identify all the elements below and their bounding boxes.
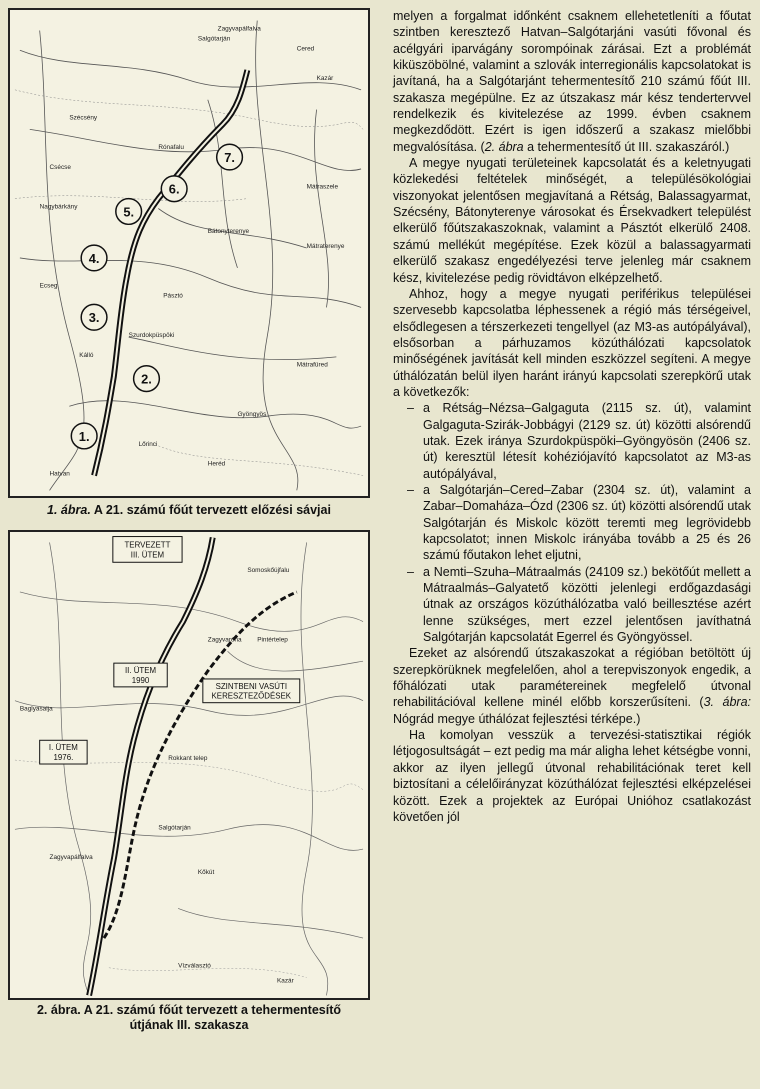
section-number: 3. [88, 310, 100, 326]
place-label: Szurdokpüspöki [128, 332, 175, 340]
place-label: Pintértelep [257, 636, 288, 644]
place-label: Nagybárkány [39, 203, 78, 211]
place-label: Mátraterenye [306, 243, 345, 251]
place-label: Szécsény [69, 114, 98, 122]
stage-box-label: II. ÜTEM [124, 666, 157, 676]
figure1-caption-number: 1. ábra. [47, 503, 91, 517]
figure2-map [8, 530, 370, 1000]
stage-box-label: 1990 [131, 675, 150, 685]
place-label: Zagyvaróna [207, 636, 242, 644]
place-label: Kazár [277, 977, 294, 985]
place-label: Vízválasztó [178, 962, 211, 970]
list-item-text: a Salgótarján–Cered–Zabar (2304 sz. út), valamint a Zabar–Domaháza–Ózd (2306 sz. út) közötti alsórendű utak Salgótarján és Miskolc között teremti meg legrövidebb kapcsolatot; innen Miskolc irányába tovább a 25 és 26 számú főutakon lehet eljutni, [423, 482, 751, 563]
section-number: 7. [224, 150, 235, 166]
place-label: Cered [296, 45, 315, 53]
list-item: – a Rétság–Nézsa–Galgaguta (2115 sz. út), valamint Galgaguta-Szirák-Jobbágyi (2129 sz. út) közötti alsórendű utak. Ezek iránya Szurdokpüspöki–Gyöngyösön (2406 sz. út) keresztül létesít kohéziójavító kapcsolatot az M3-as autópályával, [407, 401, 751, 481]
place-label: Rónafalu [158, 144, 184, 152]
figure1-caption [8, 503, 370, 518]
paragraph-4-end: Nógrád megye úthálózat fejlesztési térképe.) [393, 711, 641, 726]
figure3-reference: 3. ábra: [703, 695, 752, 710]
stage-box-label: KERESZTEZŐDÉSEK [211, 691, 292, 701]
place-label: Kőkút [197, 868, 215, 876]
place-label: Zagyvapálfalva [49, 853, 93, 861]
place-label: Baglyasalja [19, 705, 53, 713]
paragraph-3: Ahhoz, hogy a megye nyugati periférikus települései szervesebb kapcsolatba léphessenek a régió más térségeivel, elsődlegesen a térszerkezeti tengellyel (az M3-as autópályával), elsősorban a párhuzamos közúthálózati kapcsolatok minőségének javítását kell minden eszközzel segíteni. A megye úthálózatán belül ilyen haránt irányú kapcsolati szerepkörű utak a következők: [393, 286, 751, 399]
stage-box-label: TERVEZETT [124, 540, 171, 550]
figure2-map-drawing [10, 532, 368, 998]
figure1-caption-text: A 21. számú főút tervezett előzési sávjai [90, 503, 331, 517]
place-label: Mátrafüred [296, 361, 328, 369]
paragraph-5: Ha komolyan vesszük a tervezési-statisztikai régiók létjogosultságát – ezt pedig ma már aligha lehet kétségbe vonni, akkor az ilyen jellegű útvonal rehabilitációnak teret kell biztosítani a célelőirányzat közúthálózat fejlesztési elképzelései között. Ezek a projektek az Európai Unióhoz csatlakozást követően jól [393, 728, 751, 824]
paragraph-4 [393, 645, 751, 727]
section-number: 5. [123, 204, 135, 220]
place-label: Somoskőújfalu [247, 567, 290, 575]
figure2-caption-line1: 2. ábra. A 21. számú főút tervezett a tehermentesítő [36, 1003, 342, 1017]
figure1-map-drawing [10, 10, 368, 496]
place-label: Bátonyterenye [207, 228, 250, 236]
list-item-text: a Nemti–Szuha–Mátraalmás (24109 sz.) bekötőút mellett a Mátraalmás–Galyatető közötti jelenlegi erdőgazdasági útnak az országos közúthálózatba való beillesztése azért lenne szükséges, mert ezzel jelentősen javíthatná Salgótarján kapcsolatát Egerrel és Gyöngyössel. [423, 564, 751, 645]
place-label: Salgótarján [197, 35, 231, 43]
place-label: Kazár [316, 74, 334, 82]
place-label: Csécse [49, 163, 71, 171]
place-label: Mátraszele [306, 183, 339, 191]
section-number: 4. [88, 250, 100, 266]
figure1-map [8, 8, 370, 498]
road-list [393, 400, 751, 645]
figure2-caption-line2: útjának III. szakasza [129, 1018, 249, 1032]
place-label: Salgótarján [158, 824, 191, 832]
place-label: Hatvan [49, 470, 70, 478]
body-text [393, 8, 751, 825]
place-label: Rokkant telep [168, 755, 208, 763]
list-item: – a Salgótarján–Cered–Zabar (2304 sz. út), valamint a Zabar–Domaháza–Ózd (2306 sz. út) közötti alsórendű utak Salgótarján és Miskolc között teremti meg legrövidebb kapcsolatot; innen Miskolc irányába tovább a 25 és 26 számú főutakon lehet eljutni, [407, 482, 751, 563]
section-number: 6. [168, 181, 180, 197]
section-number: 2. [141, 371, 152, 387]
paragraph-1-text: melyen a forgalmat időnként csaknem ellehetetleníti a főutat szintben keresztező Hatvan–Salgótarjáni vasúti fővonal és acélgyári iparvágány sorompóinak zárásai. Ezt a problémát kiküszöbölné, valamint a szlovák interregionális kapcsolatokat is javítaná, ha a Salgótarjánt tehermentesítő 210 számú főút III. szakasza megépülne. Ez az útszakasz már kész tendertervvel rendelkezik és kivitelezése az 1999. évben csaknem megkezdődött. Ezért is igen időszerű a szakasz mielőbbi megvalósítása. ( [393, 9, 751, 154]
figure2-reference: 2. ábra [484, 139, 524, 154]
paragraph-4-text: Ezeket az alsórendű útszakaszokat a régióban betöltött új szerepkörüknek megfelelően, ahol a terepviszonyok engedik, a főhálózati utak paramétereinek megfelelő útvonal rehabilitációval kellene minél előbb korszerűsíteni. ( [393, 646, 751, 710]
place-label: Gyöngyös [237, 411, 267, 419]
stage-box-label: SZINTBENI VASÚTI [215, 681, 288, 691]
figure2-caption [8, 1003, 370, 1033]
paragraph-1-end: a tehermentesítő út III. szakaszáról.) [523, 139, 730, 154]
stage-box-label: I. ÜTEM [48, 743, 78, 753]
place-label: Ecseg [39, 282, 58, 290]
place-label: Lőrinci [138, 440, 158, 448]
paragraph-2: A megye nyugati területeinek kapcsolatát és a keletnyugati közlekedési feltételek minőségét, a településökológiai viszonyokat jelentősen megjavítaná a Rétság, Balassagyarmat, Szécsény, Bátonyterenye városokat és Érsekvadkert települést elkerülő főútszakaszoknak, valamint a Pásztót elkerülő 2408. számú mellékút megépítése. Ezek közül a balassagyarmati elkerülő szakasz engedélyezési terve jelenleg már csaknem kész, kivitelezése pedig rövidtávon elképzelhető. [393, 156, 751, 285]
list-item: – a Nemti–Szuha–Mátraalmás (24109 sz.) bekötőút mellett a Mátraalmás–Galyatető közötti jelenlegi erdőgazdasági útnak az országos közúthálózatba való beillesztése azért lenne szükséges, mert ezzel jelentősen javíthatná Salgótarján kapcsolatát Egerrel és Gyöngyössel. [407, 564, 751, 645]
stage-box-label: 1976. [53, 753, 74, 763]
list-item-text: a Rétság–Nézsa–Galgaguta (2115 sz. út), valamint Galgaguta-Szirák-Jobbágyi (2129 sz. út) közötti alsórendű utak. Ezek iránya Szurdokpüspöki–Gyöngyösön (2406 sz. út) keresztül létesít kohéziójavító kapcsolatot az M3-as autópályával, [423, 401, 751, 481]
place-label: Zagyvapálfalva [217, 25, 261, 33]
section-number: 1. [78, 428, 90, 444]
paragraph-1 [393, 8, 751, 155]
place-label: Pásztó [163, 292, 183, 300]
place-label: Heréd [207, 460, 226, 468]
place-label: Kálló [79, 351, 94, 359]
stage-box-label: III. ÜTEM [130, 550, 165, 560]
